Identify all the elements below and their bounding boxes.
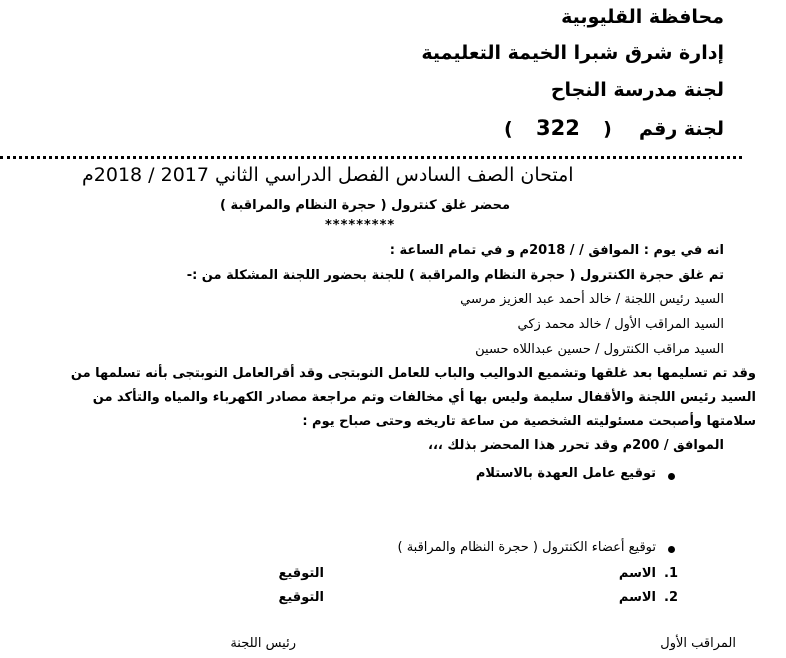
- closing-line: تم غلق حجرة الكنترول ( حجرة النظام والمراقبة ) للجنة بحضور اللجنة المشكلة من :-: [186, 268, 724, 283]
- member-control-observer: السيد مراقب الكنترول / حسين عبداللاه حسين: [475, 342, 724, 357]
- dotted-separator: [0, 156, 742, 159]
- administration-title: إدارة شرق شبرا الخيمة التعليمية: [421, 42, 724, 64]
- first-observer-signature: المراقب الأول: [660, 636, 736, 651]
- committee-number: 322: [535, 116, 580, 140]
- row2-number: 2.: [664, 590, 678, 605]
- date-line: انه في يوم : الموافق / / 2018م و في تمام الساعة :: [389, 243, 724, 258]
- member-committee-head: السيد رئيس اللجنة / خالد أحمد عبد العزيز مرسي: [460, 292, 724, 307]
- paragraph-line-2: السيد رئيس اللجنة والأقفال سليمة وليس بها أي مخالفات وتم مراجعة مصادر الكهرباء والمياه والتأكد من: [92, 390, 756, 405]
- committee-number-line: [504, 116, 724, 140]
- custody-worker-signature: توقيع عامل العهدة بالاستلام: [475, 466, 656, 481]
- paragraph-line-3: سلامتها وأصبحت مسئوليته الشخصية من ساعة تاريخه وحتى صباح يوم :: [302, 414, 756, 429]
- stars-separator: *********: [325, 218, 396, 233]
- committee-number-label: لجنة رقم: [639, 118, 724, 140]
- row1-signature-label: التوقيع: [278, 566, 324, 581]
- governorate-title: محافظة القليوبية: [561, 6, 724, 28]
- paragraph-line-1: وقد تم تسليمها بعد غلقها وتشميع الدواليب والباب للعامل النوبتجى وقد أقرالعامل النوبتجى بأنه تسلمها من: [70, 366, 756, 381]
- member-first-observer: السيد المراقب الأول / خالد محمد زكي: [517, 317, 724, 332]
- row2-signature-label: التوقيع: [278, 590, 324, 605]
- paragraph-line-4: الموافق / 200م وقد تحرر هذا المحضر بذلك ،،،: [428, 438, 724, 453]
- exam-title: امتحان الصف السادس الفصل الدراسي الثاني 2017 / 2018م: [82, 164, 574, 186]
- report-subtitle: محضر غلق كنترول ( حجرة النظام والمراقبة ): [220, 198, 510, 213]
- committee-number-open: (: [603, 118, 612, 140]
- committee-head-signature: رئيس اللجنة: [230, 636, 296, 651]
- bullet-custody: [668, 473, 675, 480]
- row1-name-label: الاسم: [618, 566, 656, 581]
- row2-name-label: الاسم: [618, 590, 656, 605]
- school-committee-title: لجنة مدرسة النجاح: [550, 79, 724, 101]
- committee-number-close: ): [504, 118, 513, 140]
- bullet-members: [668, 546, 675, 553]
- row1-number: 1.: [664, 566, 678, 581]
- members-signature-title: توقيع أعضاء الكنترول ( حجرة النظام والمراقبة ): [397, 540, 656, 555]
